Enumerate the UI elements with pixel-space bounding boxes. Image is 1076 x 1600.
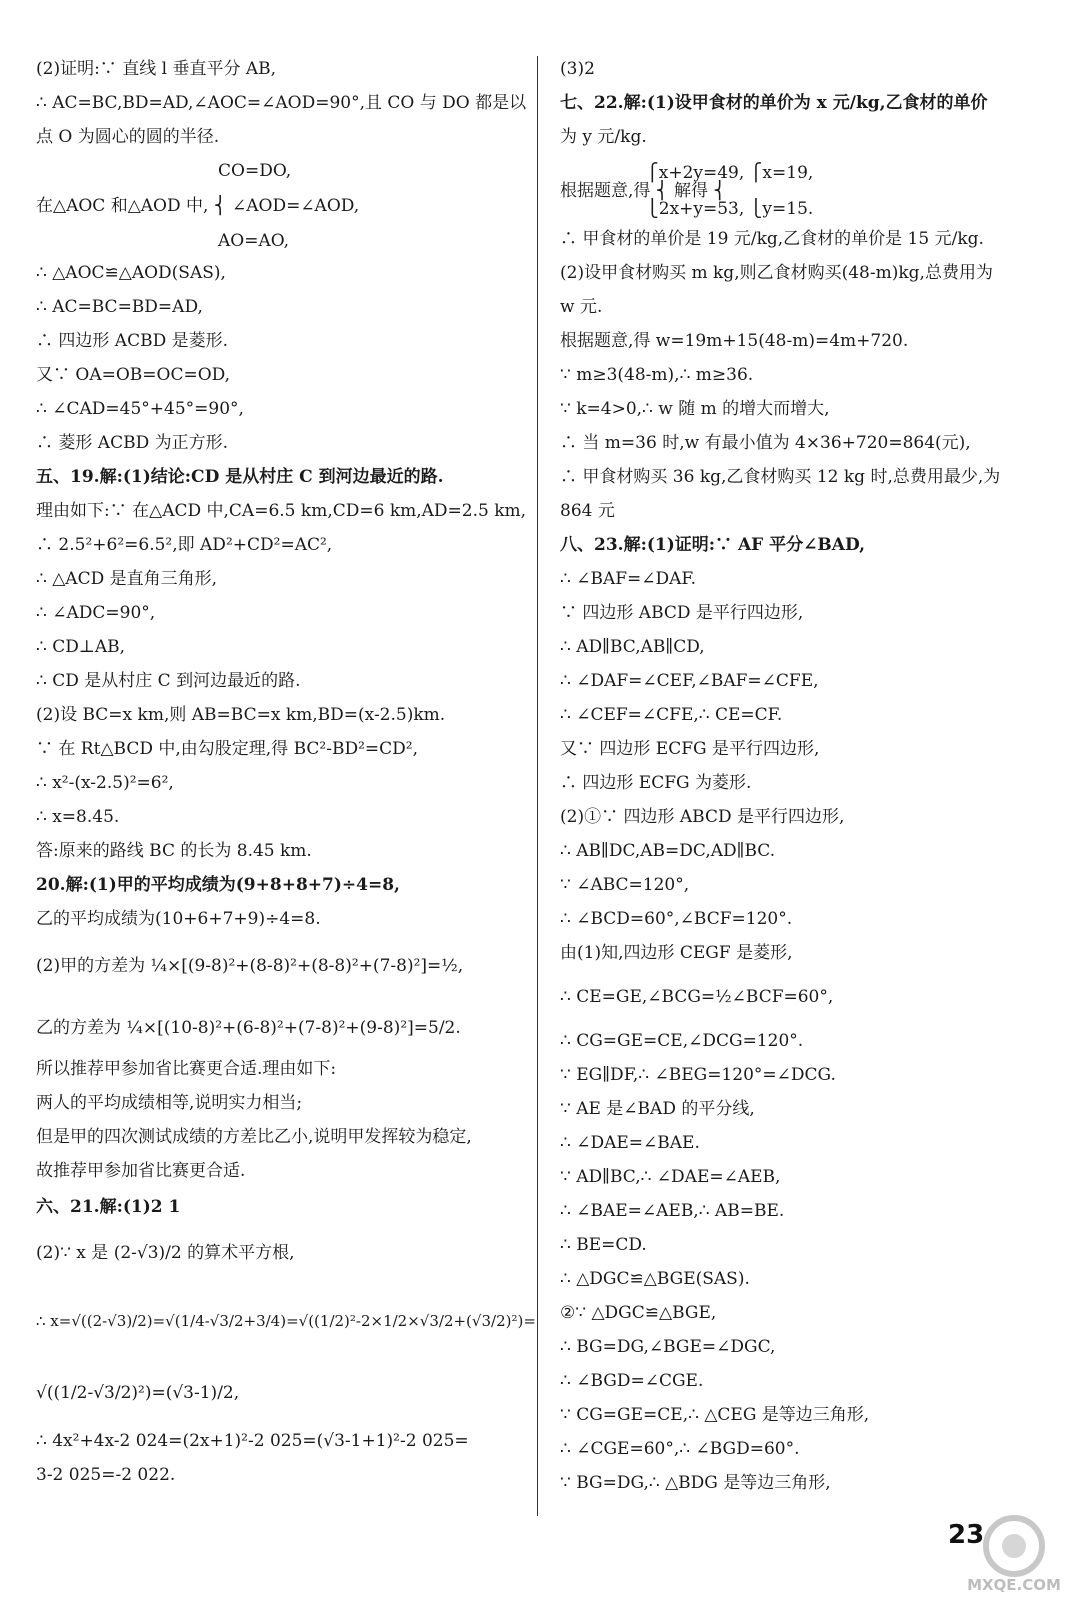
text-line: ∴ CG=GE=CE,∠DCG=120°. — [560, 1031, 804, 1051]
text-line: 两人的平均成绩相等,说明实力相当; — [36, 1093, 303, 1113]
text-line: ∴ 甲食材购买 36 kg,乙食材购买 12 kg 时,总费用最少,为 — [560, 467, 1001, 487]
section-heading: 20.解:(1)甲的平均成绩为(9+8+8+7)÷4=8, — [36, 875, 400, 895]
text-line: ∴ △AOC≌△AOD(SAS), — [36, 263, 226, 283]
text-line: 所以推荐甲参加省比赛更合适.理由如下: — [36, 1059, 337, 1079]
text-line: w 元. — [560, 297, 603, 317]
text-line: 864 元 — [560, 501, 615, 521]
text-line: ∴ ∠BGD=∠CGE. — [560, 1371, 704, 1391]
text-line: ∵ ∠ABC=120°, — [560, 875, 690, 895]
text-line: (2)证明:∵ 直线 l 垂直平分 AB, — [36, 59, 277, 79]
text-line: ∵ AD∥BC,∴ ∠DAE=∠AEB, — [560, 1167, 781, 1187]
text-line: ∴ 2.5²+6²=6.5²,即 AD²+CD²=AC², — [36, 535, 333, 555]
text-line: ∴ 甲食材的单价是 19 元/kg,乙食材的单价是 15 元/kg. — [560, 229, 984, 249]
text-line: ∵ BG=DG,∴ △BDG 是等边三角形, — [560, 1473, 831, 1493]
text-line: ∴ 当 m=36 时,w 有最小值为 4×36+720=864(元), — [560, 433, 971, 453]
formula-line: 根据题意,得 ⎨ 解得 ⎨ — [560, 181, 727, 201]
text-line: ∴ 四边形 ACBD 是菱形. — [36, 331, 229, 351]
text-line: ∴ x=8.45. — [36, 807, 120, 827]
text-line: (2)设甲食材购买 m kg,则乙食材购买(48-m)kg,总费用为 — [560, 263, 993, 283]
formula-line: 乙的方差为 ¼×[(10-8)²+(6-8)²+(7-8)²+(9-8)²]=5/2. — [36, 1018, 461, 1038]
text-line: ∴ AD∥BC,AB∥CD, — [560, 637, 705, 657]
section-heading: 八、23.解:(1)证明:∵ AF 平分∠BAD, — [560, 535, 865, 555]
text-line: ∴ CD⊥AB, — [36, 637, 126, 657]
text-line: 由(1)知,四边形 CEGF 是菱形, — [560, 943, 793, 963]
text-line: ∴ ∠DAE=∠BAE. — [560, 1133, 700, 1153]
watermark-text: MXQE.COM — [967, 1576, 1061, 1594]
section-heading: 七、22.解:(1)设甲食材的单价为 x 元/kg,乙食材的单价 — [560, 93, 988, 113]
text-line: ∵ 在 Rt△BCD 中,由勾股定理,得 BC²-BD²=CD², — [36, 739, 418, 759]
text-line: ∴ ∠ADC=90°, — [36, 603, 156, 623]
text-line: 理由如下:∵ 在△ACD 中,CA=6.5 km,CD=6 km,AD=2.5 km, — [36, 501, 527, 521]
text-line: ∴ BE=CD. — [560, 1235, 647, 1255]
text-line: 又∵ OA=OB=OC=OD, — [36, 365, 231, 385]
formula-line: ⎧x+2y=49, ⎧x=19, — [646, 163, 814, 183]
text-line: 故推荐甲参加省比赛更合适. — [36, 1161, 246, 1181]
text-line: ∵ 四边形 ABCD 是平行四边形, — [560, 603, 804, 623]
text-line: AO=AO, — [218, 231, 290, 251]
text-line: ∴ AC=BC,BD=AD,∠AOC=∠AOD=90°,且 CO 与 DO 都是以 — [36, 93, 527, 113]
text-line: ∴ BG=DG,∠BGE=∠DGC, — [560, 1337, 776, 1357]
formula-line: (2)∵ x 是 (2-√3)/2 的算术平方根, — [36, 1243, 295, 1263]
text-line: ∴ AB∥DC,AB=DC,AD∥BC. — [560, 841, 776, 861]
text-line: ∴ x²-(x-2.5)²=6², — [36, 773, 174, 793]
text-line: ∴ CD 是从村庄 C 到河边最近的路. — [36, 671, 301, 691]
section-heading: 六、21.解:(1)2 1 — [36, 1197, 181, 1217]
text-line: 为 y 元/kg. — [560, 127, 647, 147]
formula-line: (2)甲的方差为 ¼×[(9-8)²+(8-8)²+(8-8)²+(7-8)²]=½, — [36, 956, 464, 976]
text-line: ∵ CG=GE=CE,∴ △CEG 是等边三角形, — [560, 1405, 870, 1425]
text-line: ∴ ∠BAF=∠DAF. — [560, 569, 696, 589]
formula-line: ∴ CE=GE,∠BCG=½∠BCF=60°, — [560, 987, 834, 1007]
text-line: ②∵ △DGC≌△BGE, — [560, 1303, 717, 1323]
text-line: 根据题意,得 w=19m+15(48-m)=4m+720. — [560, 331, 909, 351]
text-line: 乙的平均成绩为(10+6+7+9)÷4=8. — [36, 909, 321, 929]
text-line: (3)2 — [560, 59, 595, 79]
text-line: ∴ ∠CGE=60°,∴ ∠BGD=60°. — [560, 1439, 800, 1459]
text-line: ∴ ∠CAD=45°+45°=90°, — [36, 399, 244, 419]
text-line: ∴ 四边形 ECFG 为菱形. — [560, 773, 752, 793]
text-line: ∵ AE 是∠BAD 的平分线, — [560, 1099, 755, 1119]
text-line: (2)①∵ 四边形 ABCD 是平行四边形, — [560, 807, 845, 827]
formula-line: ∴ 4x²+4x-2 024=(2x+1)²-2 025=(√3-1+1)²-2 025= — [36, 1431, 469, 1451]
text-line: 答:原来的路线 BC 的长为 8.45 km. — [36, 841, 312, 861]
text-line: ∵ EG∥DF,∴ ∠BEG=120°=∠DCG. — [560, 1065, 836, 1085]
text-line: 又∵ 四边形 ECFG 是平行四边形, — [560, 739, 820, 759]
formula-line: ∴ x=√((2-√3)/2)=√(1/4-√3/2+3/4)=√((1/2)²-2×1/2×√3/2+(√3/2)²)= — [36, 1312, 536, 1330]
text-line: ∵ m≥3(48-m),∴ m≥36. — [560, 365, 754, 385]
column-divider — [537, 56, 538, 1516]
text-line: ∴ △ACD 是直角三角形, — [36, 569, 218, 589]
text-line: ∴ ∠DAF=∠CEF,∠BAF=∠CFE, — [560, 671, 819, 691]
text-line: ∴ 菱形 ACBD 为正方形. — [36, 433, 229, 453]
text-line: 但是甲的四次测试成绩的方差比乙小,说明甲发挥较为稳定, — [36, 1127, 472, 1147]
text-line: 在△AOC 和△AOD 中, ⎨ ∠AOD=∠AOD, — [36, 196, 360, 216]
formula-line: √((1/2-√3/2)²)=(√3-1)/2, — [36, 1383, 240, 1403]
text-line: ∴ AC=BC=BD=AD, — [36, 297, 203, 317]
formula-line: ⎩2x+y=53, ⎩y=15. — [646, 199, 814, 219]
text-line: ∴ △DGC≌△BGE(SAS). — [560, 1269, 750, 1289]
text-line: ∴ ∠BAE=∠AEB,∴ AB=BE. — [560, 1201, 785, 1221]
text-line: (2)设 BC=x km,则 AB=BC=x km,BD=(x-2.5)km. — [36, 705, 446, 725]
text-line: CO=DO, — [218, 161, 292, 181]
text-line: ∴ ∠CEF=∠CFE,∴ CE=CF. — [560, 705, 783, 725]
section-heading: 五、19.解:(1)结论:CD 是从村庄 C 到河边最近的路. — [36, 467, 444, 487]
page-number: 23 — [948, 1520, 985, 1550]
text-line: 点 O 为圆心的圆的半径. — [36, 127, 220, 147]
text-line: 3-2 025=-2 022. — [36, 1465, 176, 1485]
text-line: ∴ ∠BCD=60°,∠BCF=120°. — [560, 909, 793, 929]
text-line: ∵ k=4>0,∴ w 随 m 的增大而增大, — [560, 399, 830, 419]
